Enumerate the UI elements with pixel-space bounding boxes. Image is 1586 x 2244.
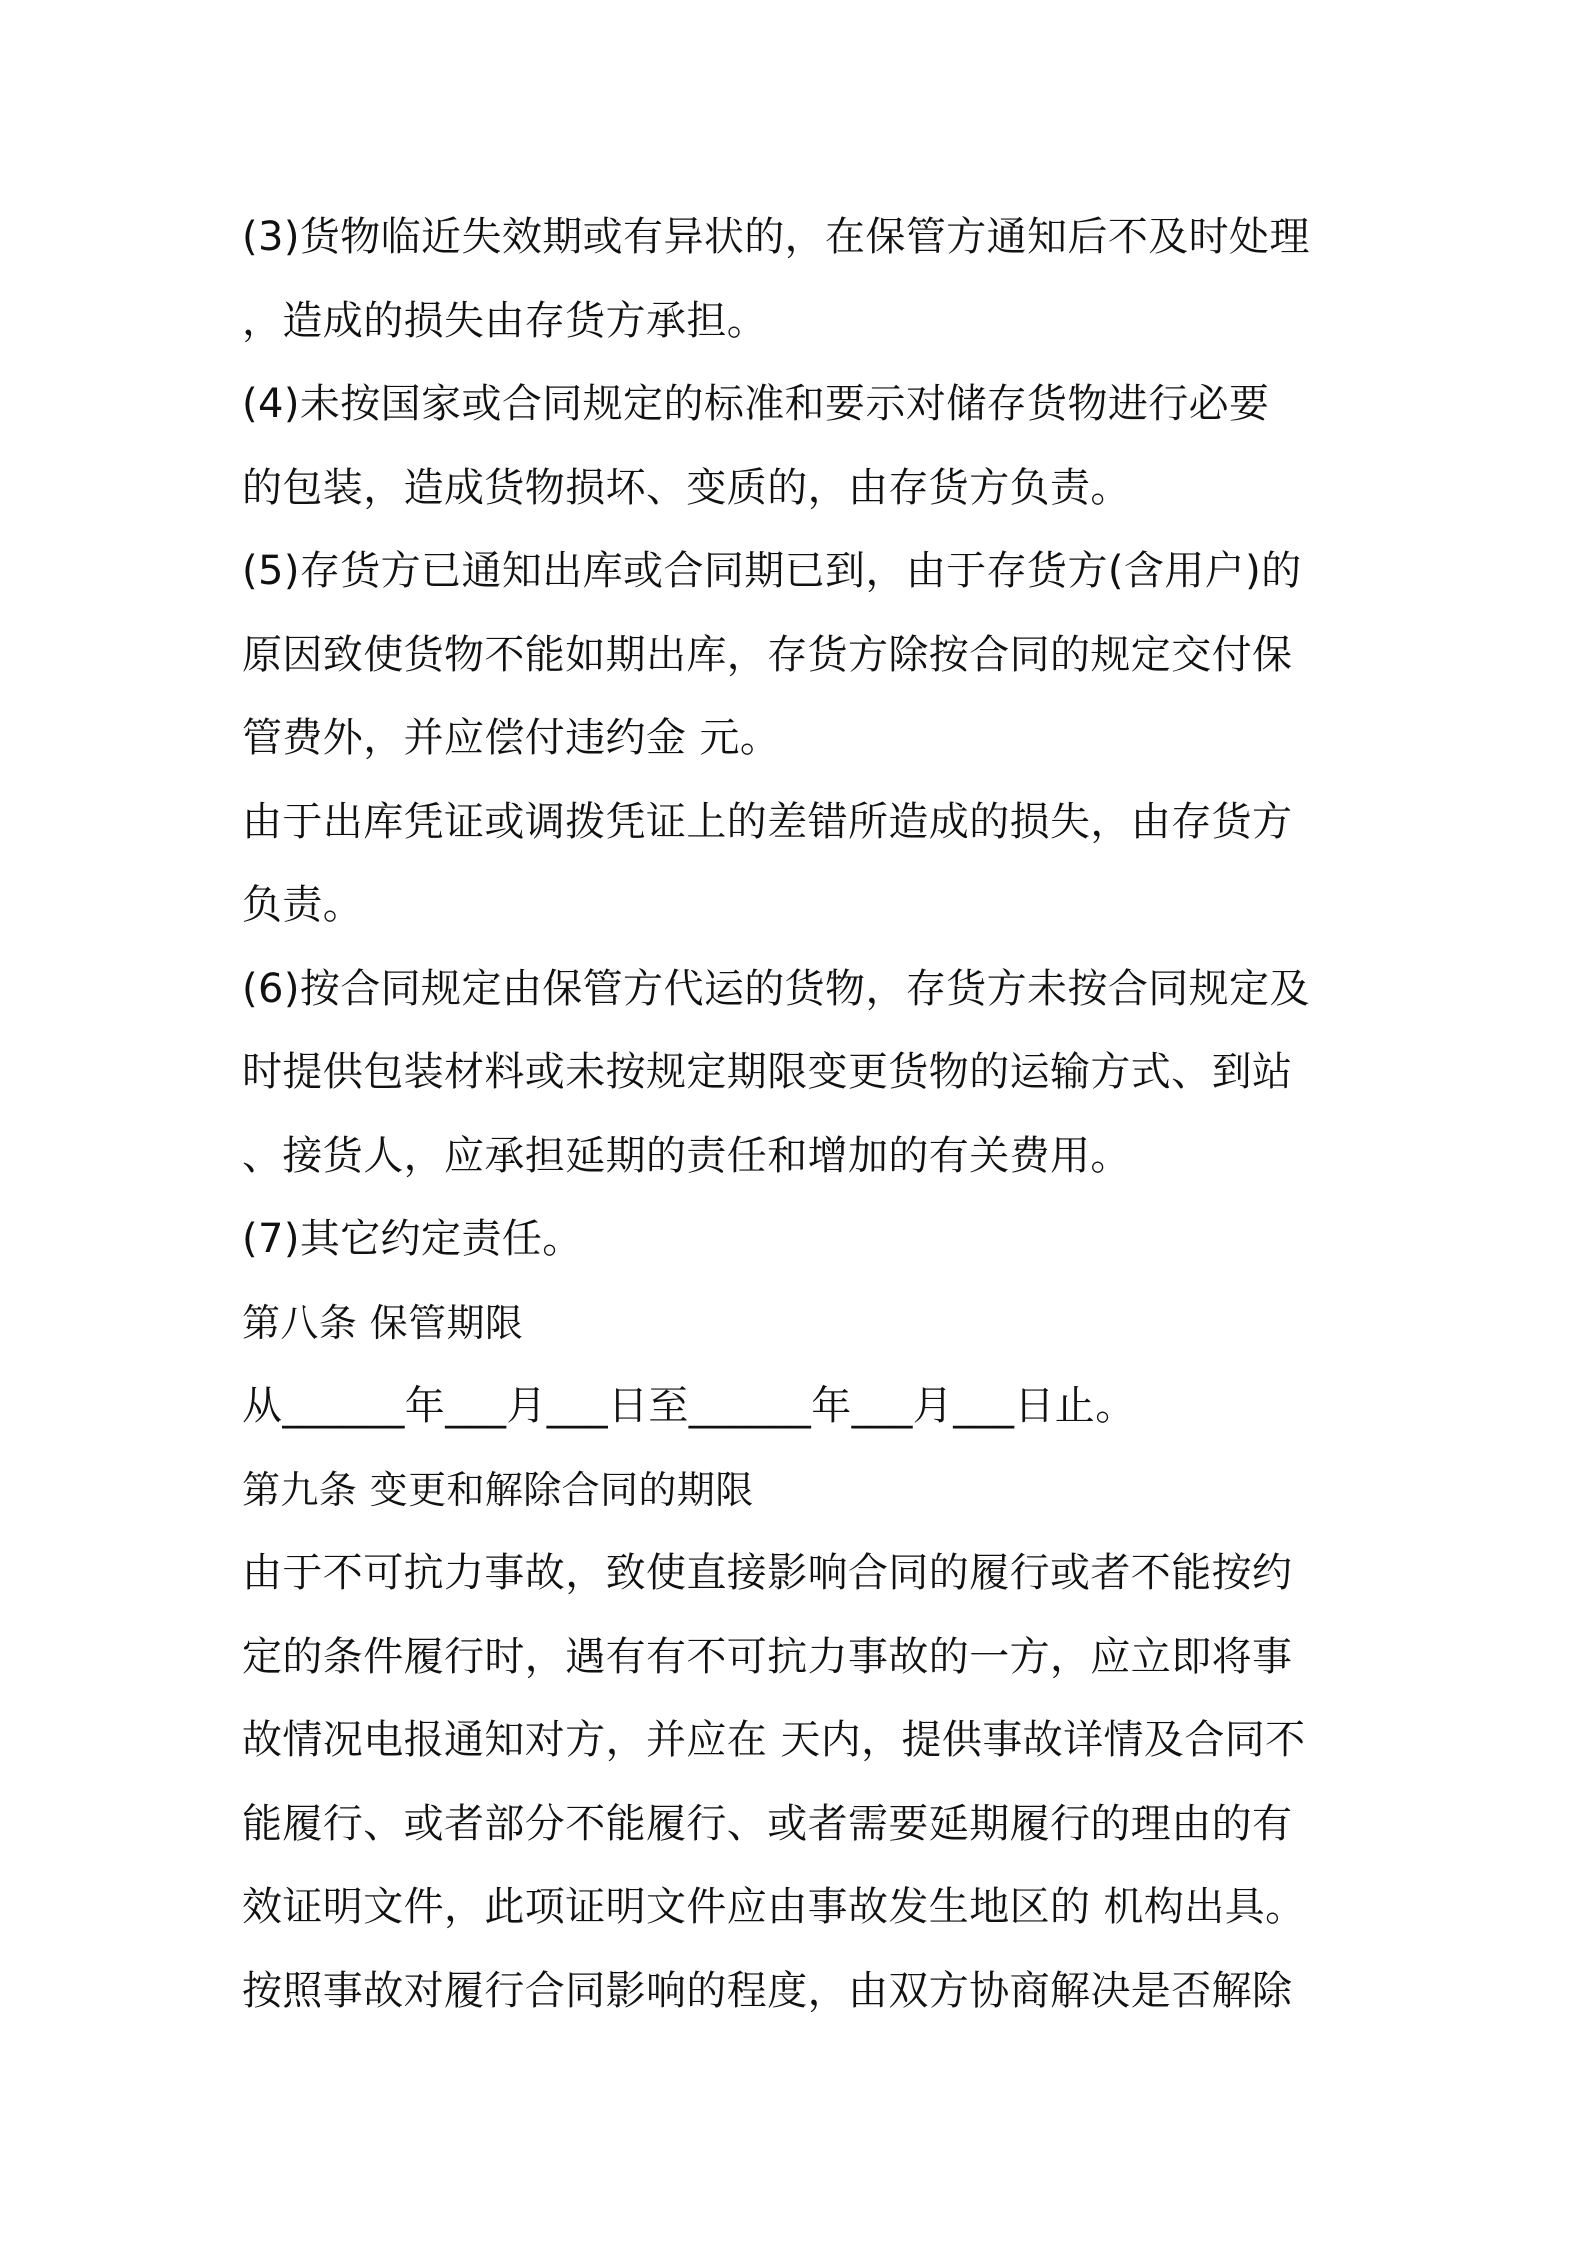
article-9-heading: 第九条 变更和解除合同的期限 bbox=[242, 1467, 754, 1512]
article-9-line-5: 效证明文件，此项证明文件应由事故发生地区的 机构出具。 bbox=[242, 1884, 1306, 1930]
clause-6-line-3: 、接货人，应承担延期的责任和增加的有关费用。 bbox=[242, 1132, 1131, 1179]
article-9-line-3: 故情况电报通知对方，并应在 天内，提供事故详情及合同不 bbox=[242, 1717, 1306, 1763]
storage-period-line: 从______年___月___日至______年___月___日止。 bbox=[242, 1383, 1136, 1429]
clause-6-line-2: 时提供包装材料或未按规定期限变更货物的运输方式、到站 bbox=[242, 1049, 1293, 1095]
clause-5-line-3: 管费外，并应偿付违约金 元。 bbox=[242, 715, 781, 761]
clause-4-line-2: 的包装，造成货物损坏、变质的，由存货方负责。 bbox=[242, 464, 1131, 511]
clause-3-line-1: (3)货物临近失效期或有异状的，在保管方通知后不及时处理 bbox=[242, 214, 1310, 260]
clause-6-line-1: (6)按合同规定由保管方代运的货物，存货方未按合同规定及 bbox=[242, 965, 1310, 1012]
article-9-line-4: 能履行、或者部分不能履行、或者需要延期履行的理由的有 bbox=[242, 1800, 1293, 1847]
clause-3-line-2: ，造成的损失由存货方承担。 bbox=[242, 297, 768, 344]
clause-4-line-1: (4)未按国家或合同规定的标准和要示对储存货物进行必要 bbox=[242, 381, 1270, 427]
clause-7-line: (7)其它约定责任。 bbox=[242, 1216, 583, 1262]
article-9-line-2: 定的条件履行时，遇有有不可抗力事故的一方，应立即将事 bbox=[242, 1633, 1293, 1680]
clause-5-line-1: (5)存货方已通知出库或合同期已到，由于存货方(含用户)的 bbox=[242, 548, 1302, 594]
document-body bbox=[242, 196, 1360, 2033]
clause-5-extra-line-1: 由于出库凭证或调拨凭证上的差错所造成的损失，由存货方 bbox=[242, 798, 1293, 845]
article-9-line-1: 由于不可抗力事故，致使直接影响合同的履行或者不能按约 bbox=[242, 1550, 1293, 1596]
article-8-heading: 第八条 保管期限 bbox=[242, 1300, 524, 1345]
clause-5-line-2: 原因致使货物不能如期出库，存货方除按合同的规定交付保 bbox=[242, 631, 1293, 678]
clause-5-extra-line-2: 负责。 bbox=[242, 882, 364, 928]
article-9-line-6: 按照事故对履行合同影响的程度，由双方协商解决是否解除 bbox=[242, 1967, 1293, 2014]
